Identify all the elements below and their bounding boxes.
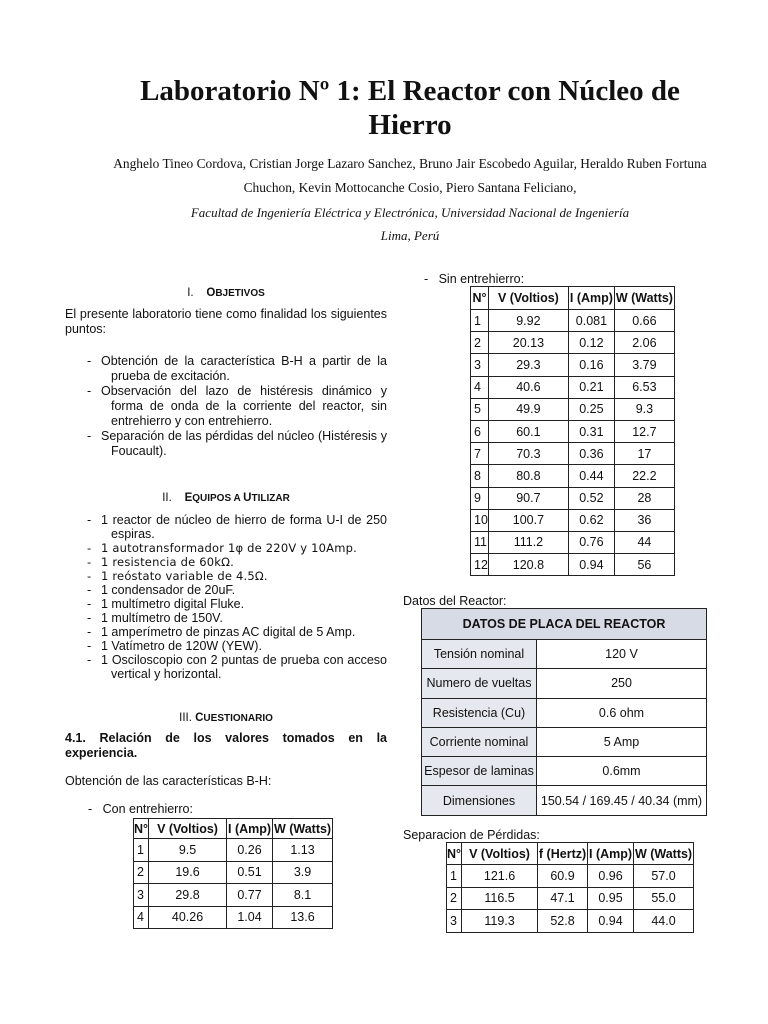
table-cell: 9.3: [614, 398, 674, 420]
table-cell: 3.9: [273, 861, 333, 884]
table-cell: 9: [471, 487, 489, 509]
table-cell: 90.7: [488, 487, 568, 509]
table-cell: 0.51: [227, 861, 273, 884]
table-row: [447, 887, 694, 910]
author-list: Anghelo Tineo Cordova, Cristian Jorge Lazaro Sanchez, Bruno Jair Escobedo Aguilar, Heraldo Ruben Fortuna Chuchon, Kevin Mottocanche Cosio, Piero Santana Feliciano,: [113, 156, 707, 195]
dash-mark: -: [87, 384, 92, 398]
label-text: Con entrehierro:: [102, 802, 193, 816]
table-cell: 0.12: [568, 332, 614, 354]
table-cell: 0.36: [568, 443, 614, 465]
table-cell: 3: [447, 910, 462, 933]
table-row: [422, 669, 707, 698]
section-title-rest: TILIZAR: [251, 493, 290, 504]
table-cell: 60.1: [488, 420, 568, 442]
bh-intro: Obtención de las características B-H:: [65, 774, 272, 788]
section-heading-equipos: [65, 492, 387, 504]
table-cell: 111.2: [488, 531, 568, 553]
dash-mark: -: [87, 513, 92, 527]
table-cell: 12.7: [614, 420, 674, 442]
table-row: [422, 698, 707, 727]
list-item-text: 1 reactor de núcleo de hierro de forma U-I de 250 espiras.: [101, 513, 387, 541]
table-cell: 0.26: [227, 839, 273, 862]
table-cell: 116.5: [462, 887, 538, 910]
list-item: [65, 653, 387, 681]
table-cell: 10: [471, 509, 489, 531]
column-header: V (Voltios): [488, 287, 568, 310]
column-header: N°: [447, 843, 462, 865]
table-cell: 8.1: [273, 884, 333, 907]
affiliation: Facultad de Ingeniería Eléctrica y Electrónica, Universidad Nacional de Ingeniería: [190, 205, 630, 220]
section-numeral: II.: [162, 492, 172, 504]
subsection-heading: 4.1. Relación de los valores tomados en la experiencia.: [65, 731, 387, 760]
affiliation-block: [90, 201, 730, 247]
table-cell: 0.52: [568, 487, 614, 509]
dash-mark: -: [88, 802, 93, 816]
dash-mark: -: [87, 639, 92, 653]
column-header: V (Voltios): [149, 819, 227, 839]
table-row: [422, 640, 707, 669]
table-cell: 6: [471, 420, 489, 442]
table-cell: 44.0: [634, 910, 694, 933]
column-header: I (Amp): [227, 819, 273, 839]
table-cell: 0.21: [568, 376, 614, 398]
table-cell: 2: [447, 887, 462, 910]
dash-mark: -: [424, 272, 429, 286]
reactor-label-cell: Tensión nominal: [422, 640, 537, 669]
table-cell: 1.13: [273, 839, 333, 862]
table-row: [422, 727, 707, 756]
table-row: [471, 531, 675, 553]
column-header: I (Amp): [568, 287, 614, 310]
table-cell: 22.2: [614, 465, 674, 487]
column-header: W (Watts): [634, 843, 694, 865]
table-row: [471, 310, 675, 332]
table-cell: 8: [471, 465, 489, 487]
table-cell: 47.1: [538, 887, 588, 910]
section-title-initial: C: [195, 712, 204, 724]
column-header: N°: [134, 819, 149, 839]
table-cell: 70.3: [488, 443, 568, 465]
table-cell: 9.5: [149, 839, 227, 862]
reactor-data-label: Datos del Reactor:: [403, 594, 507, 608]
section-numeral: I.: [187, 287, 194, 299]
table-cell: 28: [614, 487, 674, 509]
table-row: [422, 757, 707, 786]
table-row: [471, 376, 675, 398]
reactor-label-cell: Numero de vueltas: [422, 669, 537, 698]
table-cell: 36: [614, 509, 674, 531]
table-cell: 2: [471, 332, 489, 354]
table-cell: 56: [614, 554, 674, 576]
dash-mark: -: [87, 354, 92, 368]
table-cell: 29.8: [149, 884, 227, 907]
reactor-label-cell: Resistencia (Cu): [422, 698, 537, 727]
dash-mark: -: [87, 429, 92, 443]
table-row: [134, 906, 333, 929]
section-title-initial: E: [184, 492, 193, 504]
table-cell: 0.44: [568, 465, 614, 487]
table-row: [471, 509, 675, 531]
table-title: DATOS DE PLACA DEL REACTOR: [422, 609, 707, 640]
table-sin-entrehierro: [470, 286, 675, 576]
list-item-text: 1 amperímetro de pinzas AC digital de 5 Amp.: [101, 625, 356, 639]
section-title-rest: BJETIVOS: [215, 288, 265, 299]
list-item-text: 1 Osciloscopio con 2 puntas de prueba con acceso vertical y horizontal.: [101, 653, 387, 681]
reactor-value-cell: 250: [537, 669, 707, 698]
table-cell: 9.92: [488, 310, 568, 332]
section-numeral: III.: [179, 712, 192, 724]
reactor-value-cell: 0.6mm: [537, 757, 707, 786]
reactor-value-cell: 120 V: [537, 640, 707, 669]
paper-title: Laboratorio Nº 1: El Reactor con Núcleo de Hierro: [140, 75, 680, 141]
list-item: [65, 569, 387, 583]
header-row: [422, 609, 707, 640]
list-item-text: Separación de las pérdidas del núcleo (Histéresis y Foucault).: [101, 429, 387, 458]
list-item: [65, 541, 387, 555]
reactor-label-cell: Dimensiones: [422, 786, 537, 815]
table-cell: 13.6: [273, 906, 333, 929]
header-row: [447, 843, 694, 865]
dash-mark: -: [87, 611, 92, 625]
section-title-rest: QUIPOS A: [192, 493, 244, 504]
list-item: [65, 429, 387, 459]
dash-mark: -: [87, 569, 92, 583]
list-item: [65, 583, 387, 597]
table-row: [447, 865, 694, 888]
table-con-entrehierro: [133, 818, 333, 929]
table-cell: 3: [471, 354, 489, 376]
table-cell: 0.76: [568, 531, 614, 553]
reactor-label-cell: Corriente nominal: [422, 727, 537, 756]
table-cell: 100.7: [488, 509, 568, 531]
list-item: [65, 639, 387, 653]
column-header: W (Watts): [614, 287, 674, 310]
table-row: [471, 420, 675, 442]
table-row: [471, 354, 675, 376]
column-header: N°: [471, 287, 489, 310]
table-cell: 3.79: [614, 354, 674, 376]
table-cell: 0.96: [588, 865, 634, 888]
section-heading-objetivos: [65, 287, 387, 299]
table-cell: 121.6: [462, 865, 538, 888]
objectives-intro: El presente laboratorio tiene como finalidad los siguientes puntos:: [65, 307, 387, 336]
list-item: [65, 611, 387, 625]
list-item-text: 1 resistencia de 60kΩ.: [101, 555, 234, 569]
table-row: [134, 861, 333, 884]
table-row: [134, 839, 333, 862]
table-cell: 1: [134, 839, 149, 862]
table-cell: 80.8: [488, 465, 568, 487]
list-item: [65, 555, 387, 569]
table-cell: 0.16: [568, 354, 614, 376]
table-cell: 1.04: [227, 906, 273, 929]
table-cell: 0.94: [568, 554, 614, 576]
reactor-value-cell: 150.54 / 169.45 / 40.34 (mm): [537, 786, 707, 815]
objectives-list: [65, 354, 387, 459]
table-cell: 40.26: [149, 906, 227, 929]
perdidas-label: Separacion de Pérdidas:: [403, 828, 540, 842]
table-row: [134, 884, 333, 907]
dash-mark: -: [87, 597, 92, 611]
table-cell: 3: [134, 884, 149, 907]
dash-mark: -: [87, 583, 92, 597]
table-row: [471, 487, 675, 509]
table-cell: 29.3: [488, 354, 568, 376]
table-cell: 44: [614, 531, 674, 553]
section-heading-cuestionario: [65, 712, 387, 724]
section-title-initial: U: [243, 492, 252, 504]
column-header: I (Amp): [588, 843, 634, 865]
table-cell: 1: [471, 310, 489, 332]
list-item-text: Obtención de la característica B-H a partir de la prueba de excitación.: [101, 354, 387, 383]
table-cell: 11: [471, 531, 489, 553]
section-title-initial: O: [206, 287, 216, 299]
table-cell: 60.9: [538, 865, 588, 888]
list-item-text: 1 multímetro de 150V.: [101, 611, 223, 625]
header-row: [134, 819, 333, 839]
reactor-value-cell: 0.6 ohm: [537, 698, 707, 727]
dash-mark: -: [87, 653, 92, 667]
table-cell: 49.9: [488, 398, 568, 420]
table-cell: 20.13: [488, 332, 568, 354]
table-row: [447, 910, 694, 933]
table-cell: 7: [471, 443, 489, 465]
table-row: [471, 332, 675, 354]
list-item-text: Observación del lazo de histéresis dinámico y forma de onda de la corriente del reactor, sin entrehierro y con entrehierro.: [101, 384, 387, 428]
label-text: Sin entrehierro:: [438, 272, 525, 286]
table-cell: 17: [614, 443, 674, 465]
table-cell: 6.53: [614, 376, 674, 398]
table-separacion-perdidas: [446, 842, 694, 933]
table-cell: 2: [134, 861, 149, 884]
header-row: [471, 287, 675, 310]
table-cell: 40.6: [488, 376, 568, 398]
list-item-text: 1 autotransformador 1φ de 220V y 10Amp.: [101, 541, 357, 555]
list-item: [65, 513, 387, 541]
list-item-text: 1 condensador de 20uF.: [101, 583, 236, 597]
list-item-text: 1 Vatímetro de 120W (YEW).: [101, 639, 262, 653]
table-cell: 5: [471, 398, 489, 420]
table-datos-reactor: [421, 608, 707, 816]
table-row: [471, 443, 675, 465]
list-item: [65, 384, 387, 429]
reactor-value-cell: 5 Amp: [537, 727, 707, 756]
table-cell: 0.31: [568, 420, 614, 442]
table-cell: 0.94: [588, 910, 634, 933]
table-cell: 120.8: [488, 554, 568, 576]
equipment-list: [65, 513, 387, 681]
table-cell: 0.62: [568, 509, 614, 531]
reactor-label-cell: Espesor de laminas: [422, 757, 537, 786]
list-item: [65, 354, 387, 384]
con-entrehierro-label: [88, 802, 193, 817]
dash-mark: -: [87, 625, 92, 639]
table-cell: 4: [471, 376, 489, 398]
table-cell: 0.66: [614, 310, 674, 332]
table-cell: 0.25: [568, 398, 614, 420]
dash-mark: -: [87, 555, 92, 569]
table-row: [471, 554, 675, 576]
dash-mark: -: [87, 541, 92, 555]
table-row: [471, 398, 675, 420]
table-cell: 55.0: [634, 887, 694, 910]
table-cell: 2.06: [614, 332, 674, 354]
list-item-text: 1 reóstato variable de 4.5Ω.: [101, 569, 268, 583]
table-cell: 0.77: [227, 884, 273, 907]
location: Lima, Perú: [380, 228, 440, 243]
table-cell: 52.8: [538, 910, 588, 933]
table-cell: 1: [447, 865, 462, 888]
list-item-text: 1 multímetro digital Fluke.: [101, 597, 245, 611]
table-row: [471, 465, 675, 487]
column-header: V (Voltios): [462, 843, 538, 865]
table-cell: 0.081: [568, 310, 614, 332]
column-header: f (Hertz): [538, 843, 588, 865]
column-header: W (Watts): [273, 819, 333, 839]
list-item: [65, 597, 387, 611]
table-cell: 19.6: [149, 861, 227, 884]
section-title-rest: UESTIONARIO: [203, 713, 273, 724]
table-row: [422, 786, 707, 815]
table-cell: 119.3: [462, 910, 538, 933]
table-cell: 4: [134, 906, 149, 929]
table-cell: 12: [471, 554, 489, 576]
table-cell: 57.0: [634, 865, 694, 888]
table-cell: 0.95: [588, 887, 634, 910]
sin-entrehierro-label: [424, 272, 524, 287]
list-item: [65, 625, 387, 639]
